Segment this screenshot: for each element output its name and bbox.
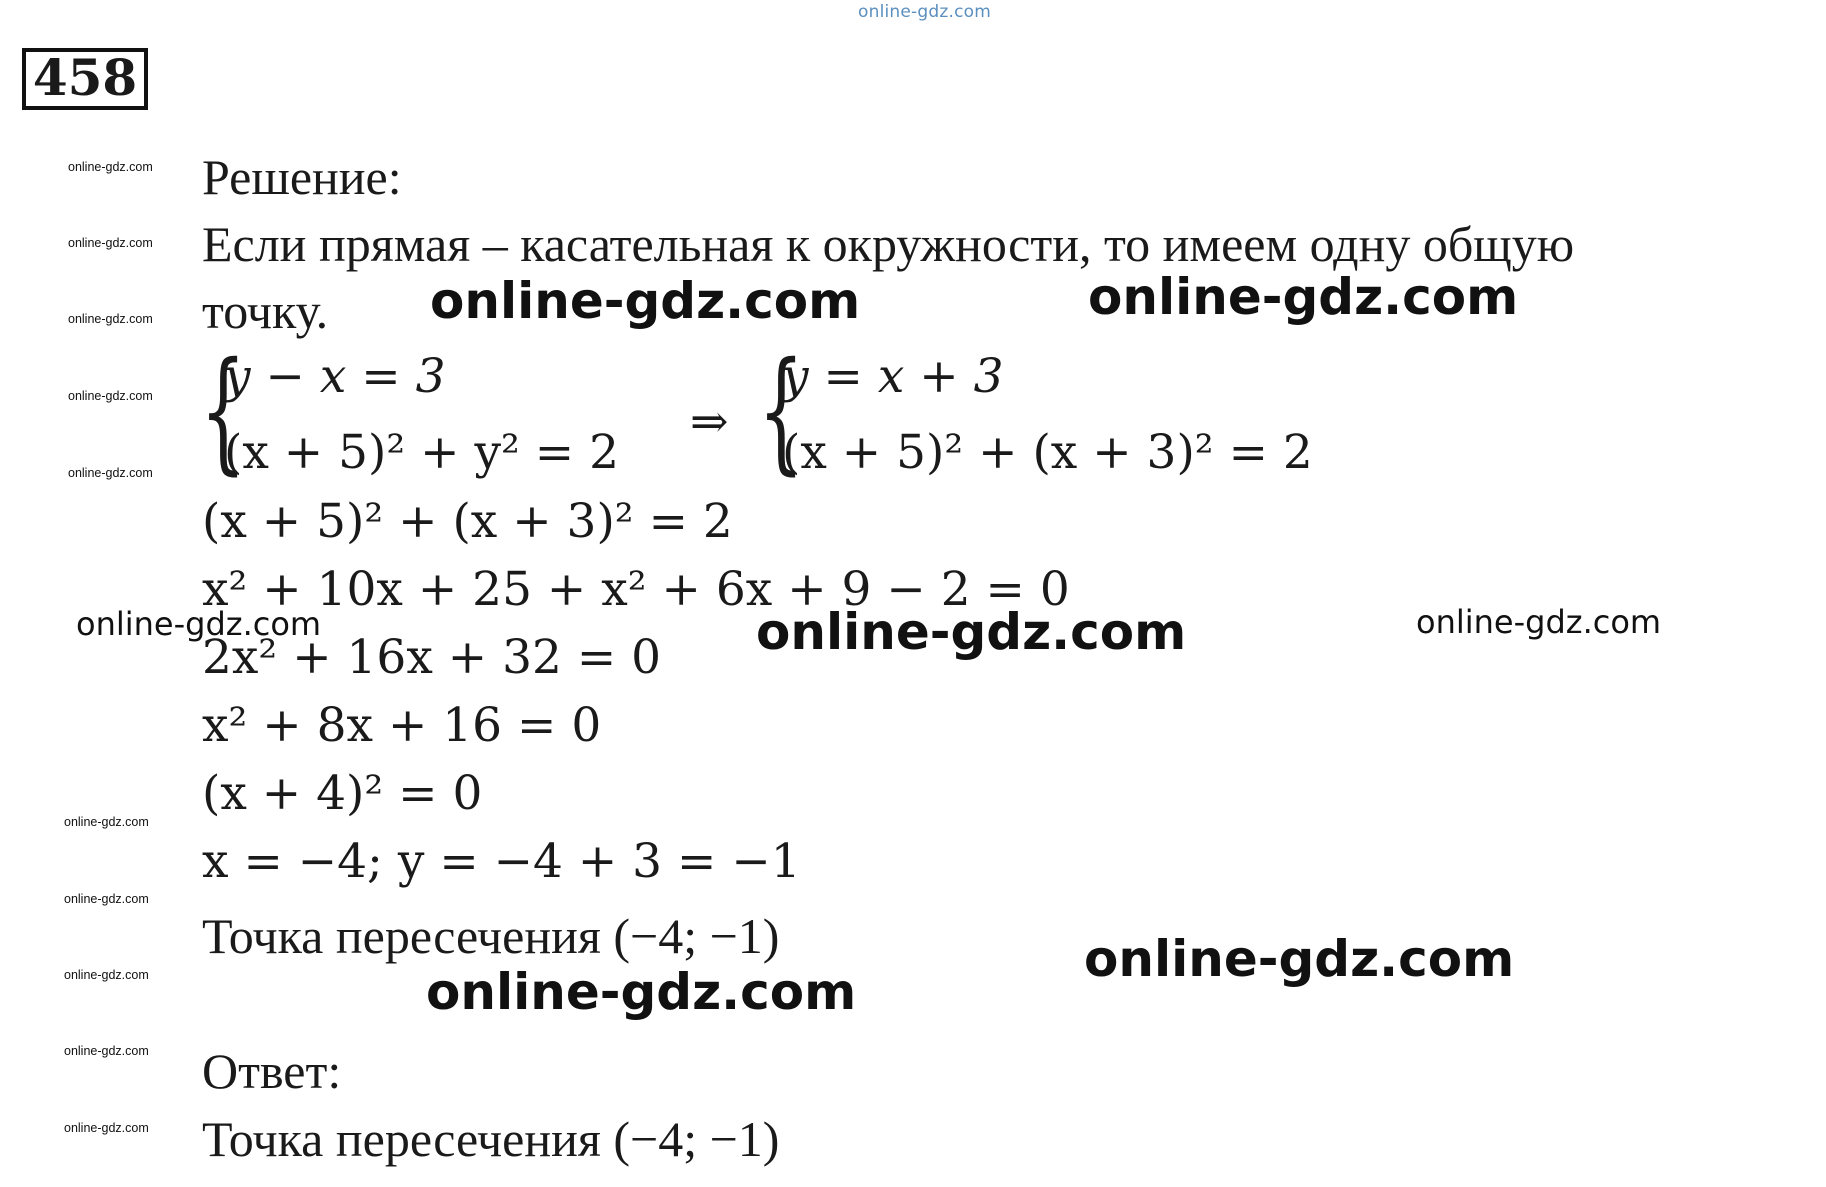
top-watermark: online-gdz.com — [858, 2, 992, 22]
solution-heading: Решение: — [202, 149, 402, 205]
left-brace-icon: { — [758, 334, 805, 488]
overlay-watermark: online-gdz.com — [76, 605, 322, 643]
system1-eq1: y − x = 3 — [224, 349, 446, 404]
step-line: (x + 5)² + (x + 3)² = 2 — [202, 494, 733, 549]
intersection-point-text: Точка пересечения (−4; −1) — [202, 908, 780, 964]
margin-watermark: online-gdz.com — [64, 1121, 149, 1135]
intro-line-2: точку. — [202, 283, 329, 339]
margin-watermark: online-gdz.com — [68, 466, 153, 480]
margin-watermark: online-gdz.com — [64, 1044, 149, 1058]
step-line: x² + 10x + 25 + x² + 6x + 9 − 2 = 0 — [202, 562, 1070, 617]
margin-watermark: online-gdz.com — [64, 892, 149, 906]
step-line: (x + 4)² = 0 — [202, 766, 483, 821]
margin-watermark: online-gdz.com — [68, 312, 153, 326]
overlay-watermark: online-gdz.com — [1088, 268, 1519, 326]
overlay-watermark: online-gdz.com — [430, 272, 861, 330]
margin-watermark: online-gdz.com — [68, 236, 153, 250]
step-line: x = −4; y = −4 + 3 = −1 — [202, 834, 801, 889]
left-brace-icon: { — [200, 334, 247, 488]
overlay-watermark: online-gdz.com — [1084, 930, 1515, 988]
overlay-watermark: online-gdz.com — [426, 963, 857, 1021]
system1-eq2: (x + 5)² + y² = 2 — [224, 425, 620, 480]
system2-eq2: (x + 5)² + (x + 3)² = 2 — [782, 425, 1313, 480]
system2-eq1: y = x + 3 — [782, 349, 1004, 404]
step-line: x² + 8x + 16 = 0 — [202, 698, 602, 753]
margin-watermark: online-gdz.com — [64, 968, 149, 982]
implies-arrow-icon: ⇒ — [690, 394, 729, 448]
answer-text: Точка пересечения (−4; −1) — [202, 1111, 780, 1167]
margin-watermark: online-gdz.com — [64, 815, 149, 829]
answer-heading: Ответ: — [202, 1043, 342, 1099]
overlay-watermark: online-gdz.com — [1416, 603, 1662, 641]
intro-line-1: Если прямая – касательная к окружности, то имеем одну общую — [202, 216, 1575, 272]
overlay-watermark: online-gdz.com — [756, 603, 1187, 661]
margin-watermark: online-gdz.com — [68, 389, 153, 403]
margin-watermark: online-gdz.com — [68, 160, 153, 174]
problem-number-box: 458 — [22, 48, 148, 110]
step-line: 2x² + 16x + 32 = 0 — [202, 630, 662, 685]
